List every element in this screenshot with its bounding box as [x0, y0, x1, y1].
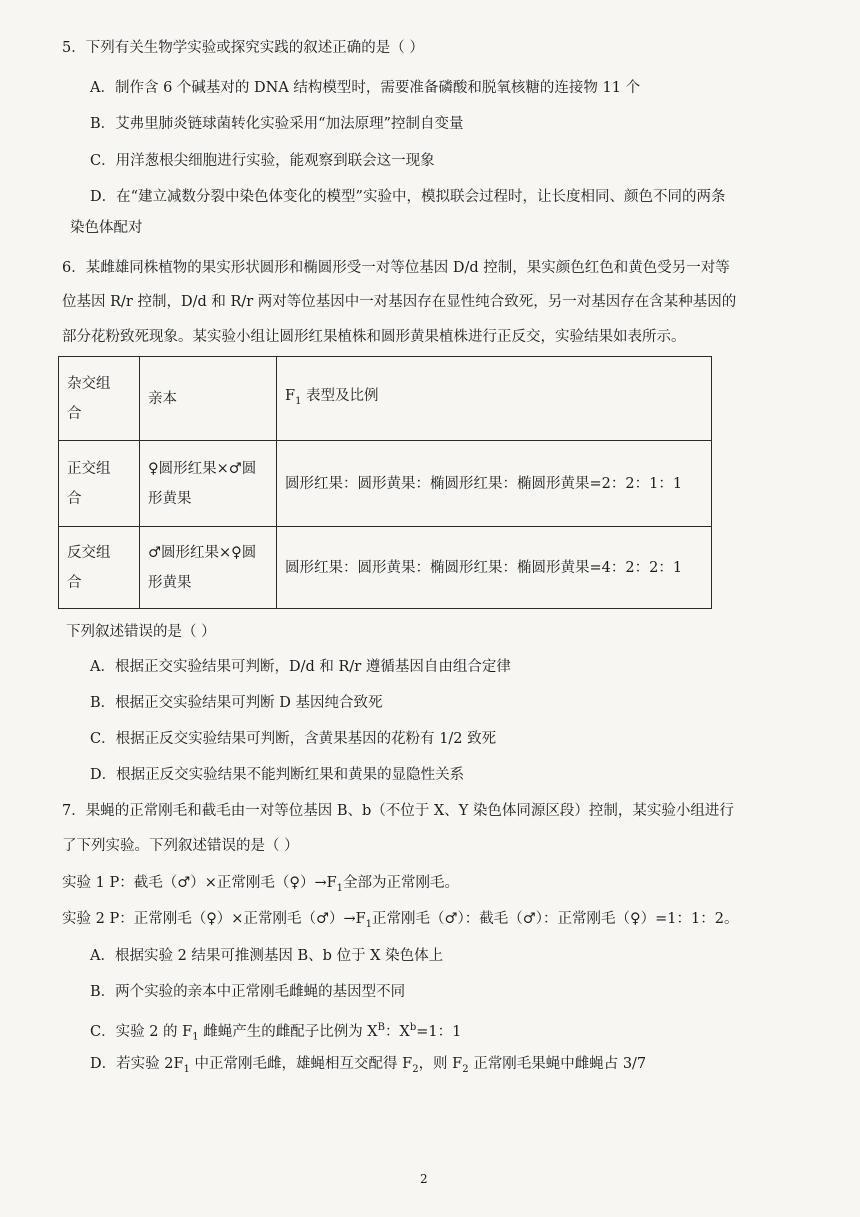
cell-forward-ratio: 圆形红果：圆形黄果：椭圆形红果：椭圆形黄果=2：2：1：1: [277, 441, 712, 527]
q6-option-a: A．根据正交实验结果可判断，D/d 和 R/r 遵循基因自由组合定律: [90, 659, 511, 675]
q7-option-c: C．实验 2 的 $F_1$ 雌蝇产生的雌配子比例为 $X^B$：$X^b=1$：1: [90, 1022, 462, 1043]
q5-option-c: C．用洋葱根尖细胞进行实验，能观察到联会这一现象: [90, 153, 435, 169]
q5-stem: 5．下列有关生物学实验或探究实践的叙述正确的是（ ）: [62, 40, 424, 56]
table-header-row: [59, 357, 712, 441]
q6-option-d: D．根据正反交实验结果不能判断红果和黄果的显隐性关系: [90, 767, 465, 783]
q7-option-d: D．若实验 $2F_1$ 中正常刚毛雌，雄蝇相互交配得 $F_2$，则 $F_2$ 正常刚毛果蝇中雌蝇占 3/7: [90, 1056, 647, 1075]
q6-ask: 下列叙述错误的是（ ）: [66, 624, 216, 640]
q5-option-a: A．制作含 6 个碱基对的 DNA 结构模型时，需要准备磷酸和脱氧核糖的连接物 11 个: [90, 80, 641, 96]
q6-stem-line2: 位基因 R/r 控制，D/d 和 R/r 两对等位基因中一对基因存在显性纯合致死，另一对基因存在含某种基因的: [62, 294, 737, 310]
table-row-reverse: [59, 527, 712, 609]
q6-stem-line1: 6．某雌雄同株植物的果实形状圆形和椭圆形受一对等位基因 D/d 控制，果实颜色红色和黄色受另一对等: [62, 260, 730, 276]
cell-reverse-label: 反交组 合: [59, 527, 140, 609]
cell-reverse-parents: ♂圆形红果×♀圆 形黄果: [140, 527, 277, 609]
header-parents: 亲本: [140, 357, 277, 441]
q7-experiment-2: 实验 2 P：正常刚毛（♀）×正常刚毛$(♂)\to F_1$正常刚毛（♂）：截毛（♂）：正常刚毛（♀）=1：1：2。: [62, 911, 739, 930]
q5-option-b: B．艾弗里肺炎链球菌转化实验采用“加法原理”控制自变量: [90, 116, 464, 132]
q7-option-a: A．根据实验 2 结果可推测基因 B、b 位于 X 染色体上: [90, 948, 444, 964]
cell-forward-label: 正交组 合: [59, 441, 140, 527]
cross-results-table: [58, 356, 712, 609]
q7-stem-line2: 了下列实验。下列叙述错误的是（ ）: [62, 838, 299, 854]
q5-option-d-line2: 染色体配对: [70, 220, 143, 236]
q6-option-b: B．根据正交实验结果可判断 D 基因纯合致死: [90, 695, 383, 711]
q6-option-c: C．根据正反交实验结果可判断，含黄果基因的花粉有 1/2 致死: [90, 731, 497, 747]
cell-forward-parents: ♀圆形红果×♂圆 形黄果: [140, 441, 277, 527]
cell-reverse-ratio: 圆形红果：圆形黄果：椭圆形红果：椭圆形黄果=4：2：2：1: [277, 527, 712, 609]
header-cross-group: 杂交组 合: [59, 357, 140, 441]
q6-stem-line3: 部分花粉致死现象。某实验小组让圆形红果植株和圆形黄果植株进行正反交，实验结果如表所示。: [62, 329, 686, 345]
q7-experiment-1: 实验 1 P：截毛（♂）×正常刚毛$(♀)\to F_1$全部为正常刚毛。: [62, 875, 460, 894]
q7-option-b: B．两个实验的亲本中正常刚毛雌蝇的基因型不同: [90, 984, 406, 1000]
page-number: 2: [420, 1172, 428, 1186]
q7-stem-line1: 7．果蝇的正常刚毛和截毛由一对等位基因 B、b（不位于 X、Y 染色体同源区段）控制，某实验小组进行: [62, 803, 734, 819]
q5-option-d-line1: D．在“建立减数分裂中染色体变化的模型”实验中，模拟联会过程时，让长度相同、颜色不同的两条: [90, 189, 726, 205]
header-f1-phenotype: $F_1$ 表型及比例: [277, 357, 712, 441]
table-row-forward: [59, 441, 712, 527]
